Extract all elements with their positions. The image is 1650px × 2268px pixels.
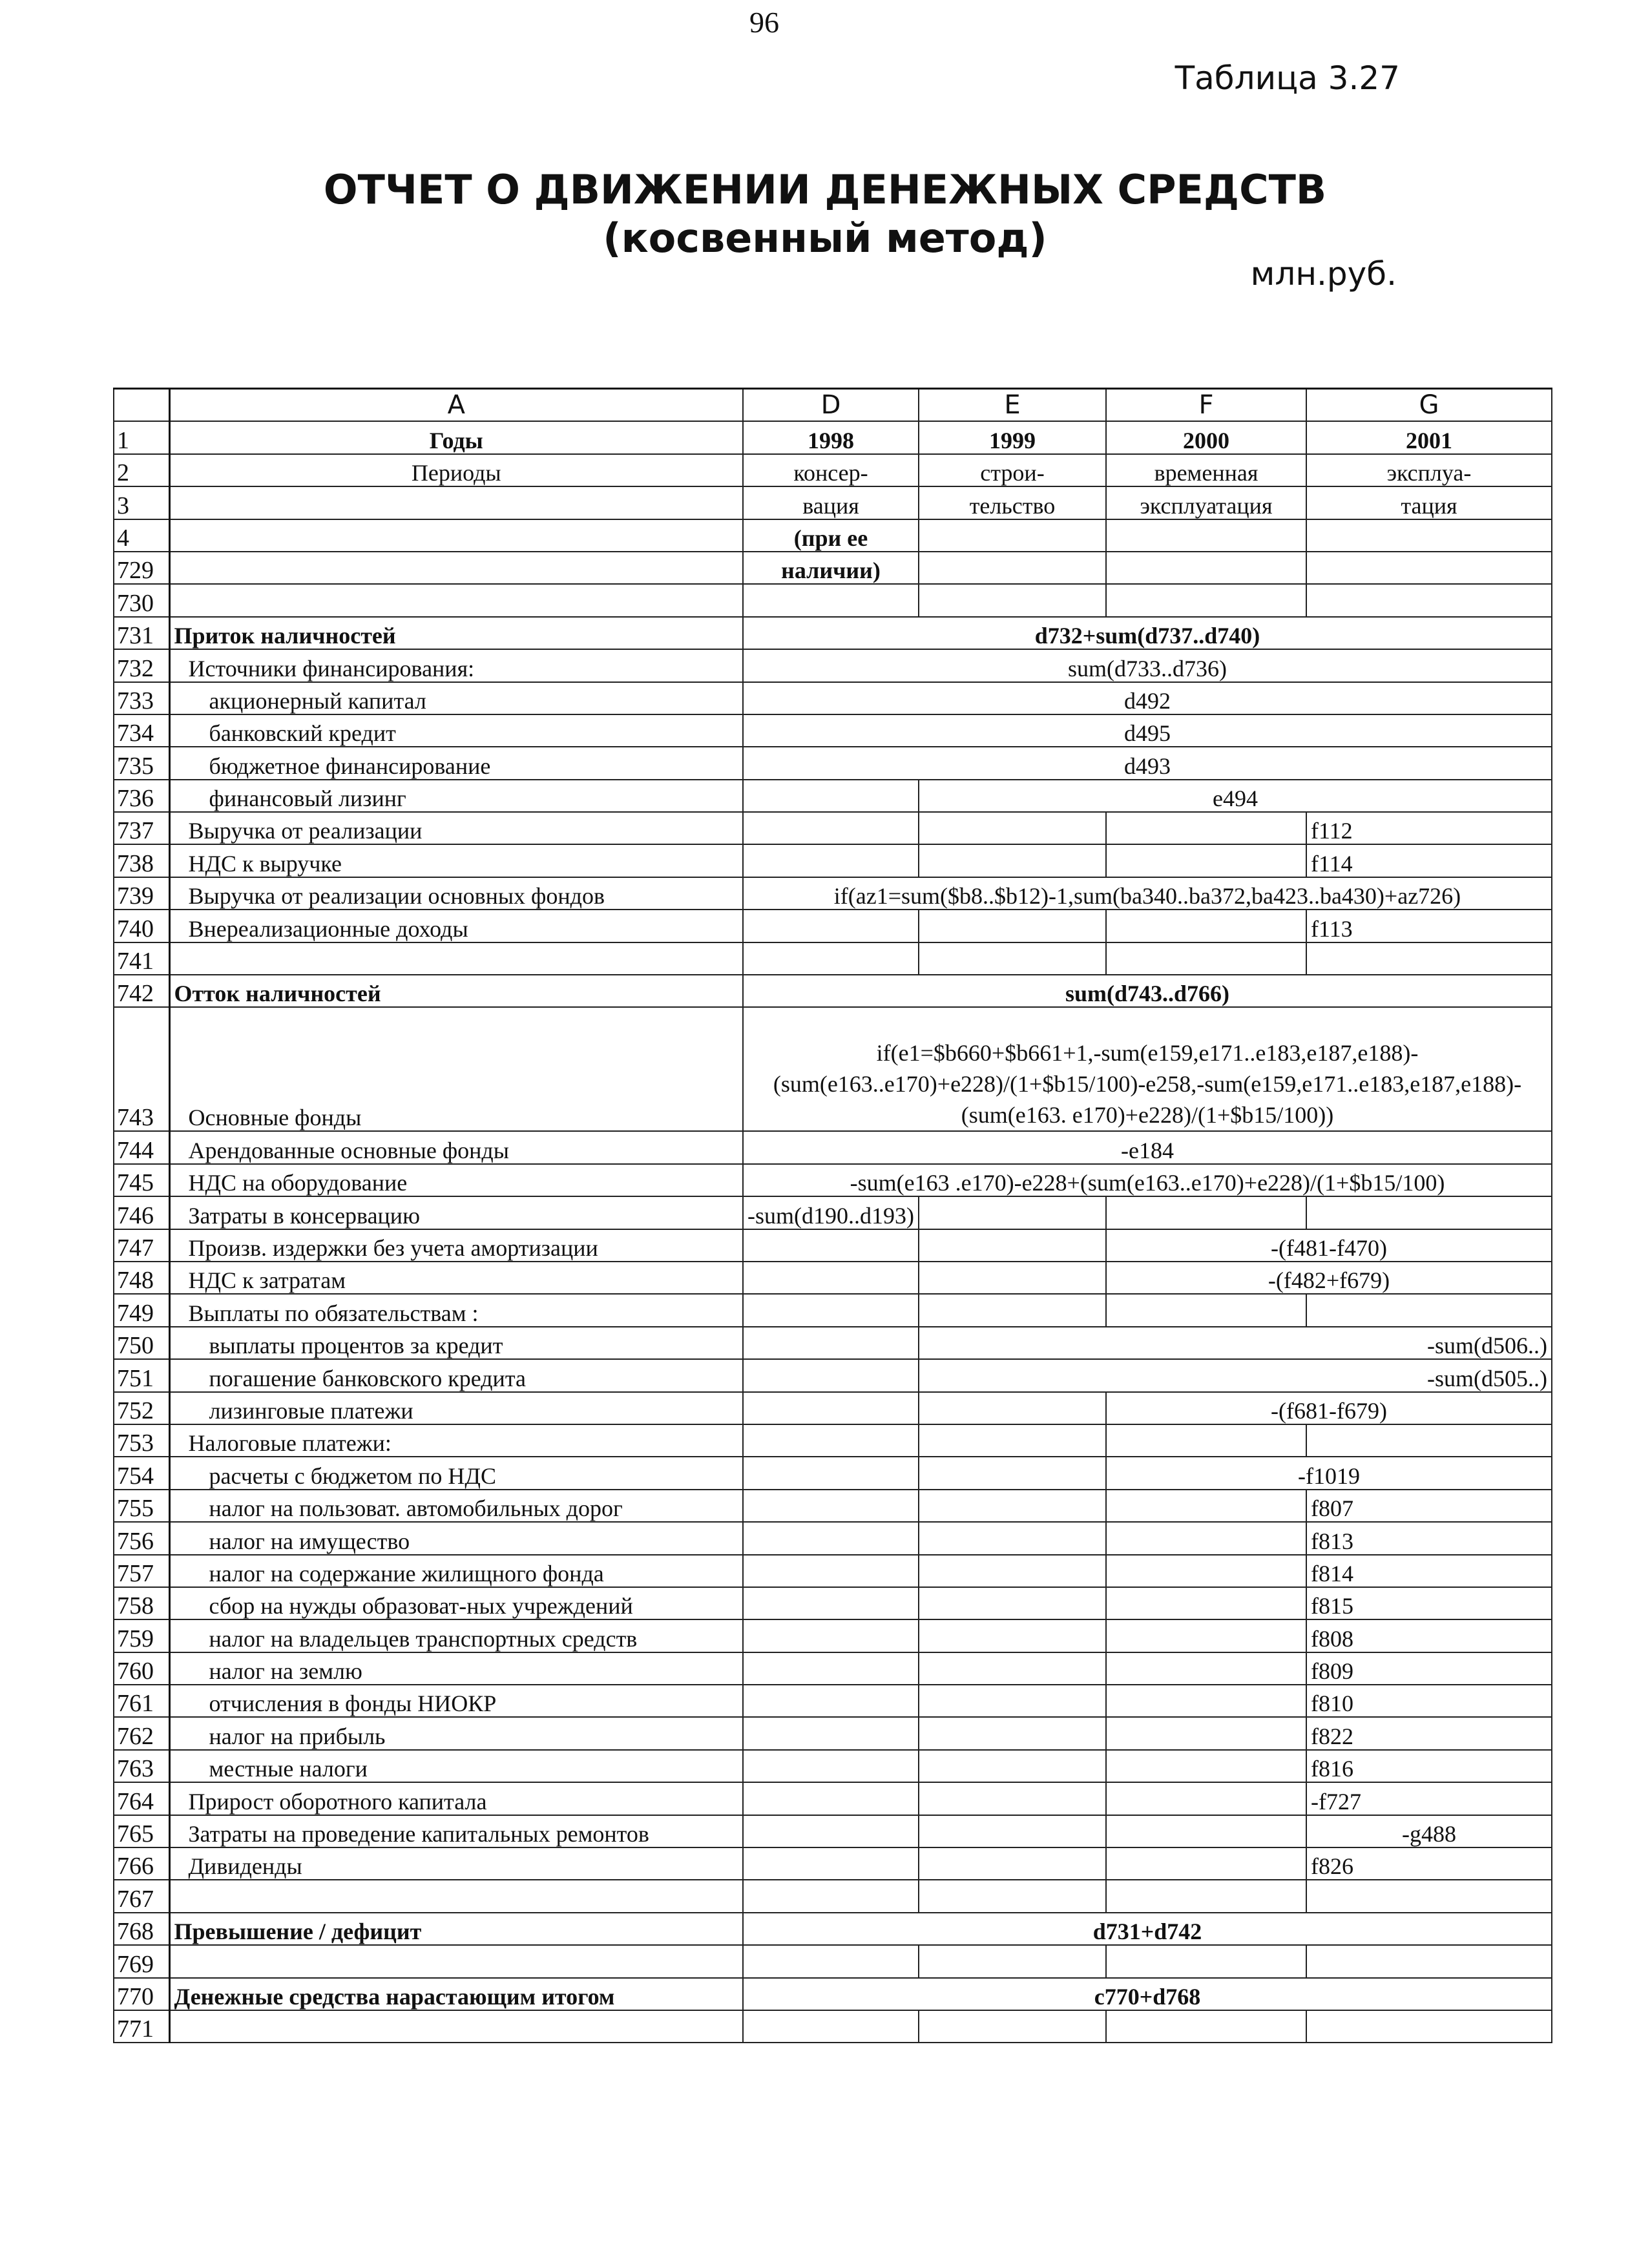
table-row xyxy=(114,1424,1552,1457)
empty-cell xyxy=(1306,1196,1552,1229)
empty-cell xyxy=(919,844,1106,877)
empty-cell xyxy=(919,1424,1106,1457)
empty-cell xyxy=(919,1555,1106,1587)
row-label: бюджетное финансирование xyxy=(169,747,743,779)
row-label: акционерный капитал xyxy=(169,682,743,714)
table-row xyxy=(114,1815,1552,1847)
row-label: налог на имущество xyxy=(169,1522,743,1554)
column-header-e: E xyxy=(919,389,1106,422)
table-row xyxy=(114,877,1552,910)
row-number: 769 xyxy=(114,1945,169,1977)
empty-cell xyxy=(743,812,919,844)
empty-cell xyxy=(743,1619,919,1652)
empty-cell xyxy=(919,942,1106,975)
row-number: 760 xyxy=(114,1652,169,1685)
formula-cell: -f1019 xyxy=(1106,1457,1552,1489)
empty-cell xyxy=(919,910,1106,942)
table-row xyxy=(114,1913,1552,1945)
formula-cell: f114 xyxy=(1306,844,1552,877)
table-row xyxy=(114,1490,1552,1522)
row-number: 758 xyxy=(114,1587,169,1619)
header-cell-e xyxy=(919,584,1106,616)
page-number: 96 xyxy=(749,6,779,39)
table-row xyxy=(114,1880,1552,1912)
empty-cell xyxy=(1106,844,1306,877)
empty-cell xyxy=(1106,1522,1306,1554)
header-cell-g xyxy=(1306,552,1552,584)
empty-cell xyxy=(919,1457,1106,1489)
row-label xyxy=(169,584,743,616)
row-number: 764 xyxy=(114,1782,169,1815)
formula-cell: f807 xyxy=(1306,1490,1552,1522)
header-cell-f xyxy=(1106,552,1306,584)
table-row xyxy=(114,1196,1552,1229)
empty-cell xyxy=(919,1652,1106,1685)
row-label: Дивиденды xyxy=(169,1847,743,1880)
row-label: Денежные средства нарастающим итогом xyxy=(169,1978,743,2010)
row-label: Приток наличностей xyxy=(169,617,743,649)
column-header-g: G xyxy=(1306,389,1552,422)
row-number: 771 xyxy=(114,2010,169,2043)
row-label xyxy=(169,552,743,584)
row-number: 756 xyxy=(114,1522,169,1554)
empty-cell xyxy=(1306,1880,1552,1912)
formula-cell: d492 xyxy=(743,682,1552,714)
empty-cell xyxy=(1106,942,1306,975)
empty-cell xyxy=(743,1717,919,1749)
empty-cell xyxy=(919,1782,1106,1815)
table-row xyxy=(114,1555,1552,1587)
table-row xyxy=(114,1131,1552,1163)
formula-cell: e494 xyxy=(919,780,1552,812)
row-label: расчеты с бюджетом по НДС xyxy=(169,1457,743,1489)
row-label xyxy=(169,2010,743,2043)
row-label xyxy=(169,519,743,552)
report-title: ОТЧЕТ О ДВИЖЕНИИ ДЕНЕЖНЫХ СРЕДСТВ xyxy=(323,166,1327,213)
row-label: Превышение / дефицит xyxy=(169,1913,743,1945)
empty-cell xyxy=(743,1652,919,1685)
row-number: 733 xyxy=(114,682,169,714)
empty-cell xyxy=(743,1750,919,1782)
row-number: 750 xyxy=(114,1327,169,1359)
formula-cell: f112 xyxy=(1306,812,1552,844)
empty-cell xyxy=(743,1294,919,1326)
row-label: Выплаты по обязательствам : xyxy=(169,1294,743,1326)
formula-cell: f826 xyxy=(1306,1847,1552,1880)
empty-cell xyxy=(1106,1685,1306,1717)
row-number: 743 xyxy=(114,1007,169,1131)
row-label: банковский кредит xyxy=(169,714,743,747)
row-number: 752 xyxy=(114,1392,169,1424)
formula-cell: f813 xyxy=(1306,1522,1552,1554)
empty-cell xyxy=(1106,2010,1306,2043)
empty-cell xyxy=(1106,1652,1306,1685)
table-row xyxy=(114,1587,1552,1619)
empty-cell xyxy=(743,1424,919,1457)
formula-cell: d495 xyxy=(743,714,1552,747)
row-number: 751 xyxy=(114,1359,169,1391)
table-row xyxy=(114,1717,1552,1749)
header-cell-f xyxy=(1106,584,1306,616)
header-cell-e xyxy=(919,552,1106,584)
table-row xyxy=(114,910,1552,942)
empty-cell xyxy=(743,2010,919,2043)
formula-cell: f814 xyxy=(1306,1555,1552,1587)
header-cell-d: (при ее xyxy=(743,519,919,552)
row-number: 770 xyxy=(114,1978,169,2010)
formula-cell: -sum(d190..d193) xyxy=(743,1196,919,1229)
table-row xyxy=(114,1007,1552,1131)
row-number: 744 xyxy=(114,1131,169,1163)
formula-cell: -sum(d505..) xyxy=(919,1359,1552,1391)
row-number: 762 xyxy=(114,1717,169,1749)
empty-cell xyxy=(1106,1880,1306,1912)
empty-cell xyxy=(919,1587,1106,1619)
table-row xyxy=(114,1294,1552,1326)
row-number: 737 xyxy=(114,812,169,844)
empty-cell xyxy=(1306,1945,1552,1977)
empty-cell xyxy=(743,1327,919,1359)
formula-cell: -(f681-f679) xyxy=(1106,1392,1552,1424)
row-label: НДС к выручке xyxy=(169,844,743,877)
empty-cell xyxy=(919,812,1106,844)
formula-cell: d731+d742 xyxy=(743,1913,1552,1945)
header-cell-f: временная xyxy=(1106,454,1306,486)
table-row xyxy=(114,1457,1552,1489)
empty-cell xyxy=(743,1587,919,1619)
table-row xyxy=(114,454,1552,486)
table-row xyxy=(114,780,1552,812)
row-number: 768 xyxy=(114,1913,169,1945)
table-row xyxy=(114,747,1552,779)
row-number: 3 xyxy=(114,486,169,519)
formula-cell: -(f482+f679) xyxy=(1106,1262,1552,1294)
formula-cell: -sum(e163 .e170)-e228+(sum(e163..e170)+e228)/(1+$b15/100) xyxy=(743,1164,1552,1196)
row-number: 753 xyxy=(114,1424,169,1457)
empty-cell xyxy=(1106,1815,1306,1847)
formula-cell: d493 xyxy=(743,747,1552,779)
header-cell-g xyxy=(1306,584,1552,616)
empty-cell xyxy=(743,1522,919,1554)
header-cell-g: эксплуа- xyxy=(1306,454,1552,486)
empty-cell xyxy=(919,1717,1106,1749)
header-cell-e: 1999 xyxy=(919,421,1106,453)
header-cell-f: 2000 xyxy=(1106,421,1306,453)
row-label: Затраты в консервацию xyxy=(169,1196,743,1229)
row-label: Выручка от реализации xyxy=(169,812,743,844)
empty-cell xyxy=(1106,1294,1306,1326)
empty-cell xyxy=(919,2010,1106,2043)
row-label: налог на пользоват. автомобильных дорог xyxy=(169,1490,743,1522)
table-row xyxy=(114,1685,1552,1717)
column-header-d: D xyxy=(743,389,919,422)
row-label: лизинговые платежи xyxy=(169,1392,743,1424)
formula-cell: d732+sum(d737..d740) xyxy=(743,617,1552,649)
row-number: 759 xyxy=(114,1619,169,1652)
empty-cell xyxy=(1106,1782,1306,1815)
empty-cell xyxy=(919,1847,1106,1880)
row-number: 741 xyxy=(114,942,169,975)
column-header-a: A xyxy=(169,389,743,422)
empty-cell xyxy=(743,1685,919,1717)
table-row xyxy=(114,1164,1552,1196)
table-row xyxy=(114,1750,1552,1782)
report-subtitle: (косвенный метод) xyxy=(603,214,1047,262)
row-label: местные налоги xyxy=(169,1750,743,1782)
empty-cell xyxy=(919,1750,1106,1782)
table-row xyxy=(114,1652,1552,1685)
table-row xyxy=(114,486,1552,519)
row-number: 4 xyxy=(114,519,169,552)
table-row xyxy=(114,1619,1552,1652)
empty-cell xyxy=(1106,1750,1306,1782)
row-label xyxy=(169,1880,743,1912)
table-row xyxy=(114,1847,1552,1880)
row-number: 740 xyxy=(114,910,169,942)
empty-cell xyxy=(743,1229,919,1262)
empty-cell xyxy=(1106,1717,1306,1749)
column-header-row xyxy=(114,389,1552,422)
empty-cell xyxy=(743,1880,919,1912)
row-label: Прирост оборотного капитала xyxy=(169,1782,743,1815)
table-row xyxy=(114,1945,1552,1977)
empty-cell xyxy=(919,1522,1106,1554)
header-cell-e: строи- xyxy=(919,454,1106,486)
empty-cell xyxy=(1106,1945,1306,1977)
formula-cell: sum(d733..d736) xyxy=(743,649,1552,681)
formula-cell: f810 xyxy=(1306,1685,1552,1717)
table-row xyxy=(114,942,1552,975)
row-label: отчисления в фонды НИОКР xyxy=(169,1685,743,1717)
row-number: 731 xyxy=(114,617,169,649)
row-number: 729 xyxy=(114,552,169,584)
table-row xyxy=(114,1392,1552,1424)
empty-cell xyxy=(743,1359,919,1391)
empty-cell xyxy=(919,1294,1106,1326)
row-label: погашение банковского кредита xyxy=(169,1359,743,1391)
row-number: 748 xyxy=(114,1262,169,1294)
formula-cell: -f727 xyxy=(1306,1782,1552,1815)
row-label: выплаты процентов за кредит xyxy=(169,1327,743,1359)
empty-cell xyxy=(919,1945,1106,1977)
header-cell-e: тельство xyxy=(919,486,1106,519)
row-label: Периоды xyxy=(169,454,743,486)
row-number: 732 xyxy=(114,649,169,681)
empty-cell xyxy=(1106,1847,1306,1880)
row-label: Налоговые платежи: xyxy=(169,1424,743,1457)
formula-cell: c770+d768 xyxy=(743,1978,1552,2010)
empty-cell xyxy=(1106,1555,1306,1587)
table-caption: Таблица 3.27 xyxy=(1175,59,1400,97)
formula-cell: sum(d743..d766) xyxy=(743,975,1552,1007)
table-row xyxy=(114,714,1552,747)
table-row xyxy=(114,975,1552,1007)
row-number: 734 xyxy=(114,714,169,747)
row-number: 747 xyxy=(114,1229,169,1262)
table-row xyxy=(114,1522,1552,1554)
row-number: 767 xyxy=(114,1880,169,1912)
row-number: 754 xyxy=(114,1457,169,1489)
empty-cell xyxy=(743,1815,919,1847)
empty-cell xyxy=(919,1196,1106,1229)
row-label: Основные фонды xyxy=(169,1007,743,1131)
row-number: 749 xyxy=(114,1294,169,1326)
empty-cell xyxy=(743,1392,919,1424)
row-label: НДС на оборудование xyxy=(169,1164,743,1196)
empty-cell xyxy=(743,942,919,975)
header-cell-d: 1998 xyxy=(743,421,919,453)
empty-cell xyxy=(743,910,919,942)
empty-cell xyxy=(1106,1424,1306,1457)
header-cell-d xyxy=(743,584,919,616)
row-number: 757 xyxy=(114,1555,169,1587)
row-label: Годы xyxy=(169,421,743,453)
row-label: налог на содержание жилищного фонда xyxy=(169,1555,743,1587)
table-row xyxy=(114,649,1552,681)
row-number: 766 xyxy=(114,1847,169,1880)
table-row xyxy=(114,2010,1552,2043)
table-row xyxy=(114,552,1552,584)
formula-cell: if(az1=sum($b8..$b12)-1,sum(ba340..ba372,ba423..ba430)+az726) xyxy=(743,877,1552,910)
table-row xyxy=(114,1359,1552,1391)
empty-cell xyxy=(1306,1294,1552,1326)
header-cell-d: консер- xyxy=(743,454,919,486)
row-label: Затраты на проведение капитальных ремонтов xyxy=(169,1815,743,1847)
row-label: сбор на нужды образоват-ных учреждений xyxy=(169,1587,743,1619)
row-number: 763 xyxy=(114,1750,169,1782)
table-row xyxy=(114,1327,1552,1359)
empty-cell xyxy=(1106,812,1306,844)
empty-cell xyxy=(743,1847,919,1880)
table-body xyxy=(114,389,1552,2043)
corner-cell xyxy=(114,389,169,422)
row-number: 739 xyxy=(114,877,169,910)
empty-cell xyxy=(919,1815,1106,1847)
row-label: налог на прибыль xyxy=(169,1717,743,1749)
row-label: финансовый лизинг xyxy=(169,780,743,812)
row-label: Источники финансирования: xyxy=(169,649,743,681)
row-number: 2 xyxy=(114,454,169,486)
header-cell-e xyxy=(919,519,1106,552)
empty-cell xyxy=(743,1945,919,1977)
empty-cell xyxy=(919,1880,1106,1912)
row-number: 1 xyxy=(114,421,169,453)
table-row xyxy=(114,421,1552,453)
empty-cell xyxy=(919,1490,1106,1522)
table-row xyxy=(114,1978,1552,2010)
empty-cell xyxy=(743,1490,919,1522)
row-label: Произв. издержки без учета амортизации xyxy=(169,1229,743,1262)
row-number: 765 xyxy=(114,1815,169,1847)
empty-cell xyxy=(1106,1196,1306,1229)
row-label: Внереализационные доходы xyxy=(169,910,743,942)
table-row xyxy=(114,1782,1552,1815)
row-label xyxy=(169,1945,743,1977)
row-label: налог на владельцев транспортных средств xyxy=(169,1619,743,1652)
row-label: Выручка от реализации основных фондов xyxy=(169,877,743,910)
empty-cell xyxy=(919,1685,1106,1717)
formula-cell: f808 xyxy=(1306,1619,1552,1652)
header-cell-d: наличии) xyxy=(743,552,919,584)
header-cell-g: тация xyxy=(1306,486,1552,519)
empty-cell xyxy=(1106,1490,1306,1522)
table-row xyxy=(114,1262,1552,1294)
formula-cell: f809 xyxy=(1306,1652,1552,1685)
table-row xyxy=(114,1229,1552,1262)
table-row xyxy=(114,844,1552,877)
empty-cell xyxy=(1106,1619,1306,1652)
row-label: налог на землю xyxy=(169,1652,743,1685)
row-label xyxy=(169,942,743,975)
empty-cell xyxy=(1306,942,1552,975)
cash-flow-table xyxy=(113,388,1552,2043)
formula-cell: f816 xyxy=(1306,1750,1552,1782)
empty-cell xyxy=(1306,1424,1552,1457)
formula-cell: -sum(d506..) xyxy=(919,1327,1552,1359)
table-row xyxy=(114,584,1552,616)
table-row xyxy=(114,519,1552,552)
empty-cell xyxy=(1306,2010,1552,2043)
empty-cell xyxy=(743,780,919,812)
table-row xyxy=(114,617,1552,649)
row-number: 738 xyxy=(114,844,169,877)
empty-cell xyxy=(743,1782,919,1815)
header-cell-g xyxy=(1306,519,1552,552)
formula-cell: f822 xyxy=(1306,1717,1552,1749)
header-cell-g: 2001 xyxy=(1306,421,1552,453)
formula-cell: f815 xyxy=(1306,1587,1552,1619)
column-header-f: F xyxy=(1106,389,1306,422)
row-number: 736 xyxy=(114,780,169,812)
formula-cell: -e184 xyxy=(743,1131,1552,1163)
formula-cell: -g488 xyxy=(1306,1815,1552,1847)
empty-cell xyxy=(743,1555,919,1587)
row-number: 742 xyxy=(114,975,169,1007)
formula-cell: -(f481-f470) xyxy=(1106,1229,1552,1262)
row-label xyxy=(169,486,743,519)
row-number: 745 xyxy=(114,1164,169,1196)
row-label: Отток наличностей xyxy=(169,975,743,1007)
table-row xyxy=(114,812,1552,844)
formula-cell: if(e1=$b660+$b661+1,-sum(e159,e171..e183,e187,e188)-(sum(e163..e170)+e228)/(1+$b15/100)-e258,-sum(e159,e171..e183,e187,e188)-(sum(e163. e170)+e228)/(1+$b15/100)) xyxy=(743,1007,1552,1131)
empty-cell xyxy=(919,1229,1106,1262)
units-label: млн.руб. xyxy=(1250,255,1397,293)
header-cell-f xyxy=(1106,519,1306,552)
empty-cell xyxy=(919,1619,1106,1652)
row-label: Арендованные основные фонды xyxy=(169,1131,743,1163)
formula-cell: f113 xyxy=(1306,910,1552,942)
empty-cell xyxy=(743,1457,919,1489)
empty-cell xyxy=(919,1392,1106,1424)
row-label: НДС к затратам xyxy=(169,1262,743,1294)
row-number: 761 xyxy=(114,1685,169,1717)
header-cell-d: вация xyxy=(743,486,919,519)
table-row xyxy=(114,682,1552,714)
row-number: 746 xyxy=(114,1196,169,1229)
row-number: 730 xyxy=(114,584,169,616)
empty-cell xyxy=(743,844,919,877)
row-number: 755 xyxy=(114,1490,169,1522)
header-cell-f: эксплуатация xyxy=(1106,486,1306,519)
empty-cell xyxy=(1106,910,1306,942)
row-number: 735 xyxy=(114,747,169,779)
empty-cell xyxy=(1106,1587,1306,1619)
empty-cell xyxy=(743,1262,919,1294)
empty-cell xyxy=(919,1262,1106,1294)
